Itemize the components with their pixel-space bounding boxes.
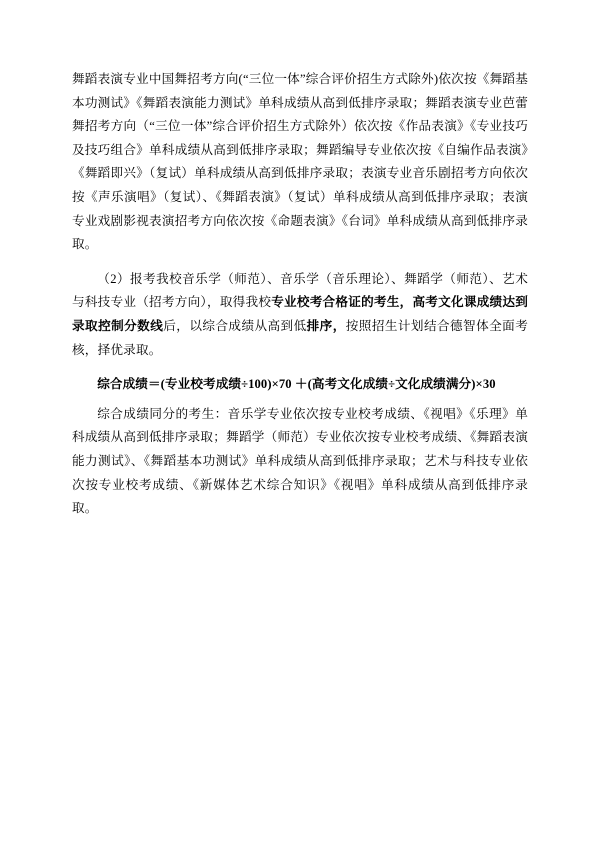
paragraph-score-formula bbox=[72, 373, 528, 397]
text-run: 后，以综合成绩从高到低 bbox=[163, 318, 307, 333]
document-body bbox=[72, 68, 528, 521]
paragraph-tiebreak-rules bbox=[72, 403, 528, 521]
text-run: 舞蹈表演专业中国舞招考方向(“三位一体”综合评价招生方式除外)依次按《舞蹈基本功测试》《舞蹈表演能力测试》单科成绩从高到低排序录取；舞蹈表演专业芭蕾舞招考方向（“三位一体”综合评价招生方式除外）依次按《作品表演》《专业技巧及技巧组合》单科成绩从高到低排序录取；舞蹈编导专业依次按《自编作品表演》《舞蹈即兴》（复试）单科成绩从高到低排序录取；表演专业音乐剧招考方向依次按《声乐演唱》（复试）、《舞蹈表演》（复试）单科成绩从高到低排序录取；表演专业戏剧影视表演招考方向依次按《命题表演》《台词》单科成绩从高到低排序录取。 bbox=[72, 72, 528, 252]
text-run: 按照招生计划结合德智体全面考核，择优录取。 bbox=[72, 318, 528, 357]
text-run-bold: 专业校考合格证的考生，高考文化课成绩达到录取控制分数线 bbox=[72, 295, 528, 333]
text-run: （2）报考我校音乐学（师范）、音乐学（音乐理论）、舞蹈学（师范）、艺术与科技专业（招考方向），取得我校 bbox=[72, 271, 528, 310]
formula-text: 综合成绩＝(专业校考成绩÷100)×70 ＋(高考文化成绩÷文化成绩满分)×30 bbox=[97, 377, 496, 392]
text-run-bold: 排序， bbox=[306, 318, 346, 333]
paragraph-dance-majors bbox=[72, 68, 528, 257]
paragraph-item-2 bbox=[72, 268, 528, 362]
text-run: 综合成绩同分的考生：音乐学专业依次按专业校考成绩、《视唱》《乐理》单科成绩从高到低排序录取；舞蹈学（师范）专业依次按专业校考成绩、《舞蹈表演能力测试》、《舞蹈基本功测试》单科成绩从高到低排序录取；艺术与科技专业依次按专业校考成绩、《新媒体艺术综合知识》《视唱》单科成绩从高到低排序录取。 bbox=[72, 406, 528, 516]
